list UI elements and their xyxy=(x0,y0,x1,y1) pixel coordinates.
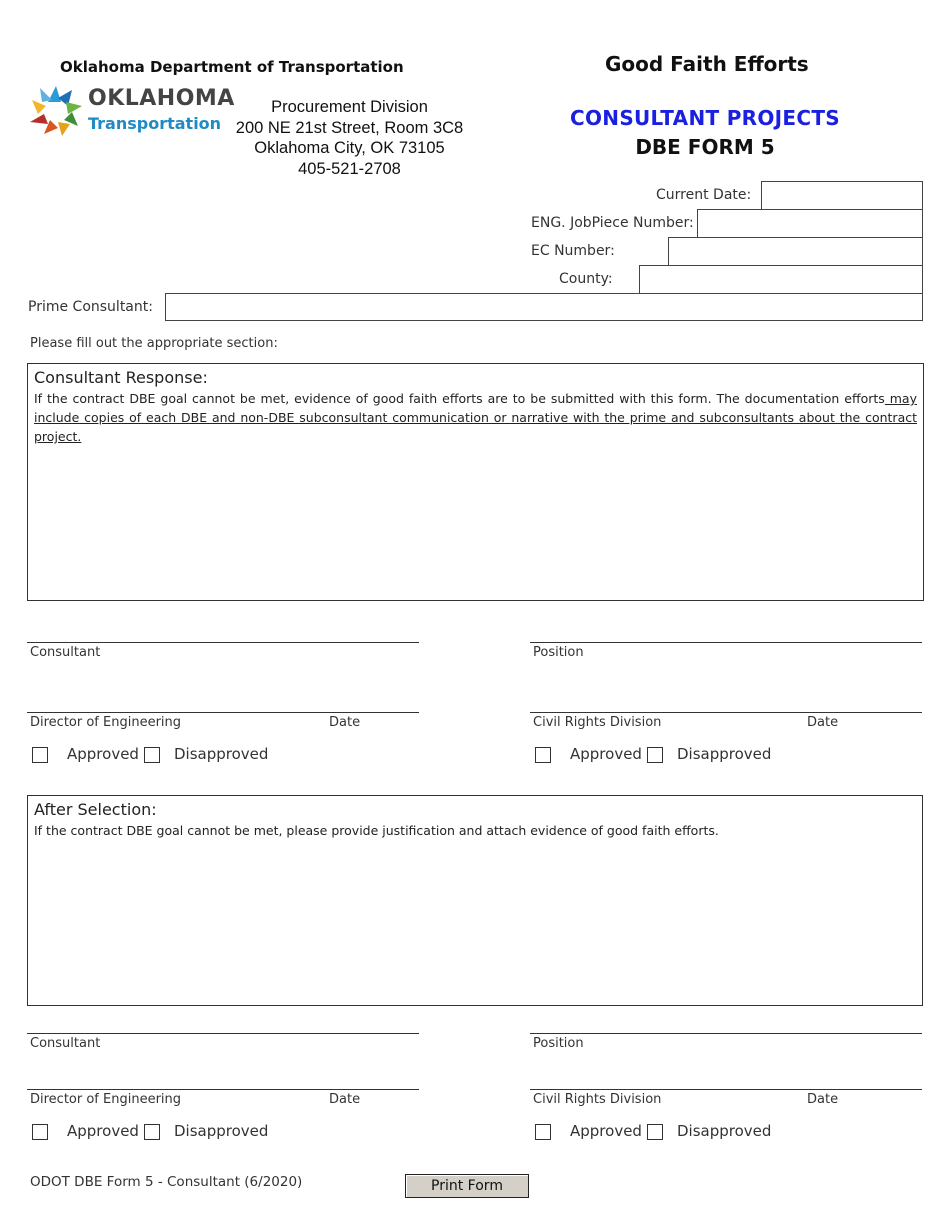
civil-rights-approved-label: Approved xyxy=(570,745,642,763)
division-name: Procurement Division xyxy=(271,98,428,116)
form-subtitle: CONSULTANT PROJECTS xyxy=(570,106,840,130)
ec-number-field[interactable] xyxy=(668,237,923,266)
agency-name: Oklahoma Department of Transportation xyxy=(60,58,404,76)
civil-rights-approved-label-2: Approved xyxy=(570,1122,642,1140)
consultant-signature-line[interactable] xyxy=(27,642,419,643)
consultant-response-text-plain: If the contract DBE goal cannot be met, evidence of good faith efforts are to be submitted with this form. The documentation efforts xyxy=(34,391,885,406)
civil-rights-date-label-2: Date xyxy=(807,1092,839,1107)
civil-rights-disapproved-label: Disapproved xyxy=(677,745,772,763)
form-title: Good Faith Efforts xyxy=(605,52,809,76)
consultant-response-text-underlined: may include copies of each DBE and non-DBE subconsultant communication or narrative with the prime and subconsultants about the contract project. xyxy=(34,391,917,444)
consultant-response-text xyxy=(34,389,917,446)
county-label: County: xyxy=(559,271,613,287)
position-signature-line[interactable] xyxy=(530,642,922,643)
director-label-2: Director of Engineering xyxy=(30,1092,182,1107)
director-date-label-2: Date xyxy=(329,1092,361,1107)
director-disapproved-label-2: Disapproved xyxy=(174,1122,269,1140)
consultant-signature-line-2[interactable] xyxy=(27,1033,419,1034)
street-address: 200 NE 21st Street, Room 3C8 xyxy=(235,118,464,137)
civil-rights-disapproved-checkbox-2[interactable] xyxy=(647,1124,663,1140)
form-number: DBE FORM 5 xyxy=(635,135,775,159)
current-date-label: Current Date: xyxy=(656,187,752,203)
director-signature-line-2[interactable] xyxy=(27,1089,419,1090)
civil-rights-disapproved-label-2: Disapproved xyxy=(677,1122,772,1140)
consultant-response-panel[interactable] xyxy=(27,363,924,601)
city-state-zip: Oklahoma City, OK 73105 xyxy=(254,139,445,157)
current-date-field[interactable] xyxy=(761,181,923,210)
after-selection-title: After Selection: xyxy=(34,800,157,819)
after-selection-panel[interactable] xyxy=(27,795,923,1006)
county-field[interactable] xyxy=(639,265,923,294)
civil-rights-label: Civil Rights Division xyxy=(533,715,662,730)
ec-number-label: EC Number: xyxy=(531,243,615,259)
civil-rights-date-label: Date xyxy=(807,715,839,730)
director-disapproved-checkbox-2[interactable] xyxy=(144,1124,160,1140)
print-form-button[interactable]: Print Form xyxy=(405,1174,529,1198)
job-piece-field[interactable] xyxy=(697,209,923,238)
director-approved-label-2: Approved xyxy=(67,1122,139,1140)
director-approved-checkbox[interactable] xyxy=(32,747,48,763)
consultant-response-title: Consultant Response: xyxy=(34,368,208,387)
position-signature-line-2[interactable] xyxy=(530,1033,922,1034)
director-label: Director of Engineering xyxy=(30,715,182,730)
phone-number: 405-521-2708 xyxy=(298,159,401,178)
civil-rights-disapproved-checkbox[interactable] xyxy=(647,747,663,763)
director-disapproved-label: Disapproved xyxy=(174,745,269,763)
director-approved-label: Approved xyxy=(67,745,139,763)
job-piece-label: ENG. JobPiece Number: xyxy=(531,215,694,231)
instruction-text: Please fill out the appropriate section: xyxy=(30,336,278,351)
address-block xyxy=(222,97,477,179)
after-selection-text: If the contract DBE goal cannot be met, please provide justification and attach evidence of good faith efforts. xyxy=(34,823,719,838)
logo-wordmark: OKLAHOMA xyxy=(88,86,235,111)
logo-star-icon xyxy=(28,84,84,138)
position-label: Position xyxy=(533,645,584,660)
odot-logo xyxy=(28,84,235,140)
director-date-label: Date xyxy=(329,715,361,730)
director-signature-line[interactable] xyxy=(27,712,419,713)
civil-rights-signature-line-2[interactable] xyxy=(530,1089,922,1090)
logo-subtitle: Transportation xyxy=(88,114,222,133)
civil-rights-label-2: Civil Rights Division xyxy=(533,1092,662,1107)
director-approved-checkbox-2[interactable] xyxy=(32,1124,48,1140)
prime-consultant-label: Prime Consultant: xyxy=(28,299,153,315)
prime-consultant-field[interactable] xyxy=(165,293,923,321)
director-disapproved-checkbox[interactable] xyxy=(144,747,160,763)
civil-rights-approved-checkbox-2[interactable] xyxy=(535,1124,551,1140)
form-id-footer: ODOT DBE Form 5 - Consultant (6/2020) xyxy=(30,1174,303,1190)
consultant-label-2: Consultant xyxy=(30,1036,101,1051)
civil-rights-signature-line[interactable] xyxy=(530,712,922,713)
civil-rights-approved-checkbox[interactable] xyxy=(535,747,551,763)
consultant-label: Consultant xyxy=(30,645,101,660)
position-label-2: Position xyxy=(533,1036,584,1051)
